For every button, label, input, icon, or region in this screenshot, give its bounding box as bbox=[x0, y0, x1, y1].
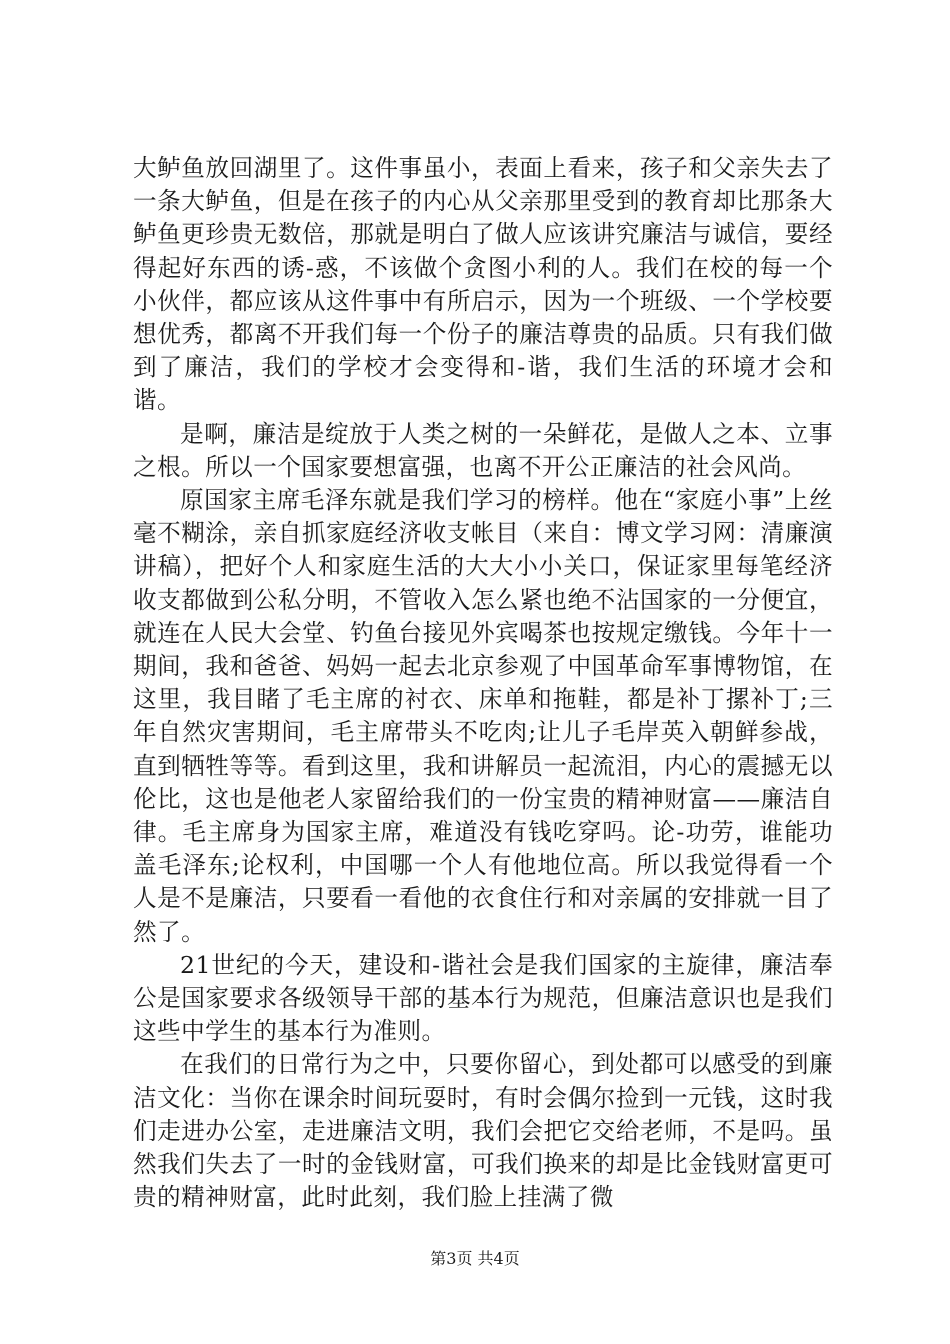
paragraph-3: 原国家主席毛泽东就是我们学习的榜样。他在“家庭小事”上丝毫不糊涂，亲自抓家庭经济收支帐目（来自：博文学习网：清廉演讲稿），把好个人和家庭生活的大大小小关口，保证家里每笔经济收支都做到公私分明，不管收入怎么紧也绝不沾国家的一分便宜，就连在人民大会堂、钓鱼台接见外宾喝茶也按规定缴钱。今年十一期间，我和爸爸、妈妈一起去北京参观了中国革命军事博物馆，在这里，我目睹了毛主席的衬衣、床单和拖鞋，都是补丁摞补丁;三年自然灾害期间，毛主席带头不吃肉;让儿子毛岸英入朝鲜参战，直到牺牲等等。看到这里，我和讲解员一起流泪，内心的震撼无以伦比，这也是他老人家留给我们的一份宝贵的精神财富——廉洁自律。毛主席身为国家主席，难道没有钱吃穿吗。论-功劳，谁能功盖毛泽东;论权利，中国哪一个人有他地位高。所以我觉得看一个人是不是廉洁，只要看一看他的衣食住行和对亲属的安排就一目了然了。 bbox=[133, 486, 833, 946]
paragraph-4: 21世纪的今天，建设和-谐社会是我们国家的主旋律，廉洁奉公是国家要求各级领导干部的基本行为规范，但廉洁意识也是我们这些中学生的基本行为准则。 bbox=[133, 950, 833, 1046]
document-body bbox=[133, 152, 833, 1215]
paragraph-1: 大鲈鱼放回湖里了。这件事虽小，表面上看来，孩子和父亲失去了一条大鲈鱼，但是在孩子的内心从父亲那里受到的教育却比那条大鲈鱼更珍贵无数倍，那就是明白了做人应该讲究廉洁与诚信，要经得起好东西的诱-惑，不该做个贪图小利的人。我们在校的每一个小伙伴，都应该从这件事中有所启示，因为一个班级、一个学校要想优秀，都离不开我们每一个份子的廉洁尊贵的品质。只有我们做到了廉洁，我们的学校才会变得和-谐，我们生活的环境才会和谐。 bbox=[133, 154, 833, 415]
page-number-footer: 第3页 共4页 bbox=[430, 1249, 520, 1268]
paragraph-5: 在我们的日常行为之中，只要你留心，到处都可以感受的到廉洁文化：当你在课余时间玩耍时，有时会偶尔捡到一元钱，这时我们走进办公室，走进廉洁文明，我们会把它交给老师，不是吗。虽然我们失去了一时的金钱财富，可我们换来的却是比金钱财富更可贵的精神财富，此时此刻，我们脸上挂满了微 bbox=[133, 1050, 833, 1212]
paragraph-2: 是啊，廉洁是绽放于人类之树的一朵鲜花，是做人之本、立事之根。所以一个国家要想富强，也离不开公正廉洁的社会风尚。 bbox=[133, 419, 833, 481]
